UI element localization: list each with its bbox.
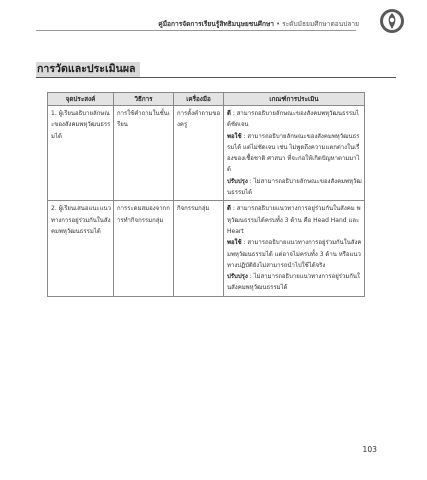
level-good-text: : สามารถอธิบายลักษณะของสังคมพหุวัฒนธรรมได้ชัดเจน [227,110,360,129]
objective-cell: 1. ผู้เรียนอธิบายลักษณะของสังคมพหุวัฒนธรรมได้ [48,106,114,201]
criteria-improve [227,176,362,199]
criteria-fair [227,131,362,176]
criteria-cell [224,106,365,201]
level-improve-label: ปรับปรุง [227,177,248,185]
table-header-row [48,93,365,106]
evaluation-table [47,92,365,297]
method-cell: การระดมสมองจากการทำกิจกรรมกลุ่ม [114,201,174,296]
criteria-fair [227,237,362,271]
header-subtitle: • ระดับมัธยมศึกษาตอนปลาย [274,20,359,28]
level-fair-label: พอใช้ [227,132,242,140]
objective-cell: 2. ผู้เรียนเสนอแนะแนวทางการอยู่ร่วมกันในสังคมพหุวัฒนธรรมได้ [48,201,114,296]
emblem-logo [379,8,405,34]
level-fair-text: : สามารถอธิบายลักษณะของสังคมพหุวัฒนธรรมได้ แต่ไม่ชัดเจน เช่น ไม่พูดถึงความแตกต่างในเรื่องของเชื้อชาติ ศาสนา ที่จะก่อให้เกิดปัญหาตามมาได้ [227,132,360,174]
header-title: คู่มือการจัดการเรียนรู้สิทธิมนุษยชนศึกษา [158,20,275,28]
page-number: 103 [362,445,377,454]
section-title: การวัดและประเมินผล [37,63,136,75]
column-header-method: วิธีการ [114,93,174,106]
level-good-label: ดี [227,205,231,213]
criteria-cell [224,201,365,296]
level-improve-text: : ไม่สามารถอธิบายแนวทางการอยู่ร่วมกันในสังคมพหุวัฒนธรรมได้ [227,273,360,292]
criteria-improve [227,271,362,294]
section-heading [36,62,396,77]
column-header-criteria: เกณฑ์การประเมิน [224,93,365,106]
level-good-label: ดี [227,110,231,117]
level-fair-text: : สามารถอธิบายแนวทางการอยู่ร่วมกันในสังคมพหุวัฒนธรรมได้ แต่อาจไม่ครบทั้ง 3 ด้าน หรือแนวทางปฏิบัติยังไม่สามารถนำไปใช้ได้จริง [227,239,362,269]
level-improve-label: ปรับปรุง [227,273,248,281]
criteria-good [227,108,362,131]
tool-cell: การตั้งคำถามของครู [174,106,224,201]
running-header [158,18,359,29]
level-good-text: : สามารถอธิบายแนวทางการอยู่ร่วมกันในสังคม พหุวัฒนธรรมได้ครบทั้ง 3 ด้าน คือ Head Hand และ Heart [227,205,361,235]
level-fair-label: พอใช้ [227,239,242,247]
level-improve-text: : ไม่สามารถอธิบายลักษณะของสังคมพหุวัฒนธรรมได้ [227,177,362,197]
tool-cell: กิจกรรมกลุ่ม [174,201,224,296]
column-header-objective: จุดประสงค์ [48,93,114,106]
method-cell: การใช้คำถามในชั้นเรียน [114,106,174,201]
criteria-good [227,203,362,237]
section-heading-rule [36,77,396,78]
column-header-tool: เครื่องมือ [174,93,224,106]
header-rule [36,30,356,31]
table-row [48,201,365,296]
table-row [48,106,365,201]
